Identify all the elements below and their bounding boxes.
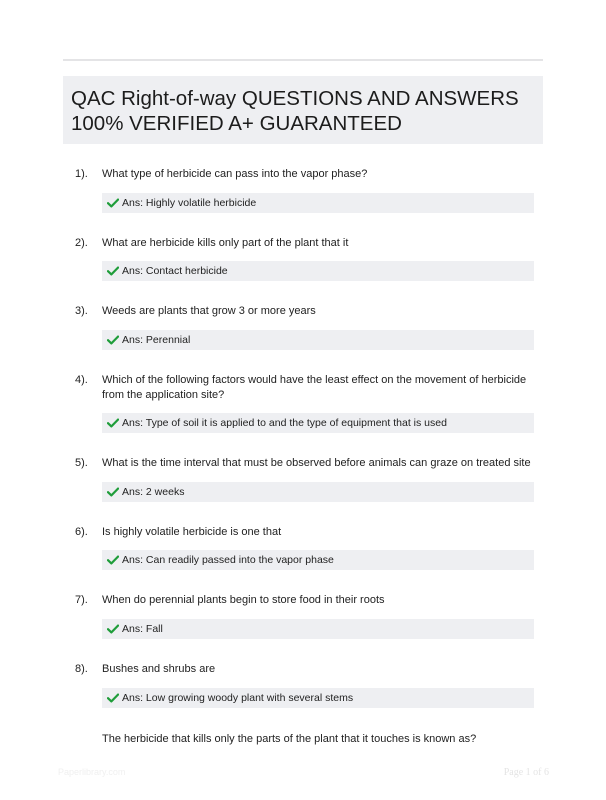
- answer-box: [102, 413, 534, 433]
- check-icon: [107, 624, 119, 634]
- title-line-1: QAC Right-of-way QUESTIONS AND ANSWERS: [71, 87, 519, 110]
- question-text: What are herbicide kills only part of the plant that it: [102, 237, 349, 249]
- question-number: 4).: [75, 374, 88, 386]
- answer-text: Ans: Can readily passed into the vapor phase: [122, 554, 334, 566]
- answer-box: [102, 330, 534, 350]
- question-number: 3).: [75, 305, 88, 317]
- check-icon: [107, 487, 119, 497]
- document-title: [63, 76, 543, 144]
- answer-box: [102, 688, 534, 708]
- question-number: 2).: [75, 237, 88, 249]
- question-text: Bushes and shrubs are: [102, 663, 216, 675]
- check-icon: [107, 555, 119, 565]
- question-text: When do perennial plants begin to store food in their roots: [102, 594, 385, 606]
- answer-text: Ans: Type of soil it is applied to and the type of equipment that is used: [122, 417, 447, 429]
- check-icon: [107, 693, 119, 703]
- check-icon: [107, 335, 119, 345]
- question-number: 5).: [75, 457, 88, 469]
- question-number: 1).: [75, 168, 88, 180]
- question-number: 8).: [75, 663, 88, 675]
- check-icon: [107, 198, 119, 208]
- check-icon: [107, 418, 119, 428]
- check-icon: [107, 266, 119, 276]
- trailing-question-text: The herbicide that kills only the parts of the plant that it touches is known as?: [102, 733, 477, 745]
- question-text: Is highly volatile herbicide is one that: [102, 526, 282, 538]
- answer-text: Ans: 2 weeks: [122, 486, 185, 498]
- answer-text: Ans: Perennial: [122, 334, 191, 346]
- footer-watermark: Paperlibrary.com: [58, 767, 126, 777]
- answer-text: Ans: Low growing woody plant with several stems: [122, 692, 354, 704]
- question-text: Weeds are plants that grow 3 or more years: [102, 305, 316, 317]
- question-number: 7).: [75, 594, 88, 606]
- answer-box: [102, 482, 534, 502]
- answer-box: [102, 261, 534, 281]
- top-divider: [63, 59, 543, 61]
- question-text: What type of herbicide can pass into the vapor phase?: [102, 168, 368, 180]
- answer-box: [102, 550, 534, 570]
- answer-text: Ans: Contact herbicide: [122, 265, 228, 277]
- answer-text: Ans: Fall: [122, 623, 163, 635]
- question-text: What is the time interval that must be observed before animals can graze on treated site: [102, 457, 531, 469]
- answer-text: Ans: Highly volatile herbicide: [122, 197, 257, 209]
- question-text: Which of the following factors would have the least effect on the movement of herbicide from the application site?: [102, 374, 527, 401]
- answer-box: [102, 193, 534, 213]
- page-number: Page 1 of 6: [503, 767, 549, 778]
- question-number: 6).: [75, 526, 88, 538]
- answer-box: [102, 619, 534, 639]
- title-line-2: 100% VERIFIED A+ GUARANTEED: [71, 112, 402, 135]
